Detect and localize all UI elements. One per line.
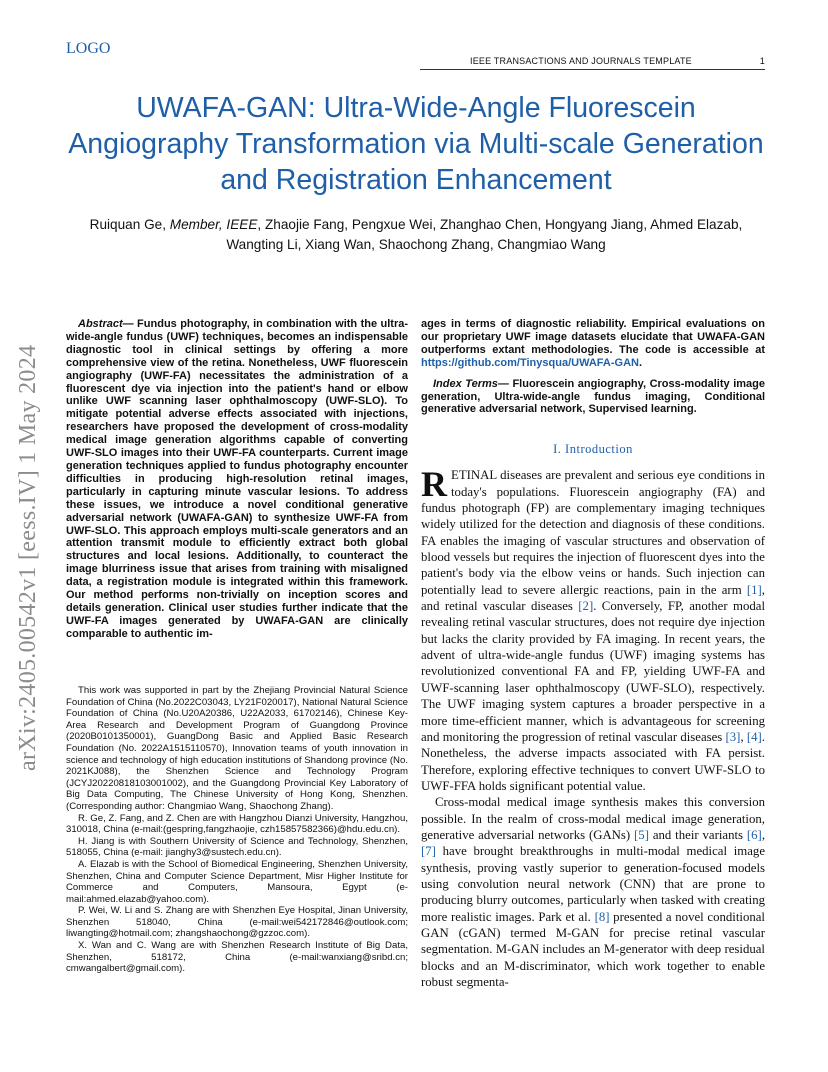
citation[interactable]: [8] <box>594 909 610 924</box>
section-heading: I. Introduction <box>553 442 633 457</box>
code-link[interactable]: https://github.com/Tinysqua/UWAFA-GAN <box>421 356 639 369</box>
intro-text: presented a novel conditional GAN (cGAN) termed M-GAN for precise retinal vascular segmentation. M-GAN includes an M-generator with deep residual blocks and an M-discriminator, which work together to enable robust segmenta- <box>421 909 765 989</box>
intro-text: , <box>740 729 747 744</box>
footnote-affiliation: P. Wei, W. Li and S. Zhang are with Shenzhen Eye Hospital, Jinan University, Shenzhen 518040, China (e-mail:wei542172846@outlook.com; liwangting@hotmail.com; zhangshaochong@gzzoc.com). <box>66 905 408 940</box>
abstract-continued <box>421 318 765 370</box>
journal-logo: LOGO <box>66 40 111 57</box>
left-column <box>66 318 408 641</box>
header-rule <box>420 69 765 70</box>
running-title: IEEE TRANSACTIONS AND JOURNALS TEMPLATE <box>470 56 692 66</box>
author-role: Member, IEEE <box>169 217 258 232</box>
intro-text: ETINAL diseases are prevalent and serious eye conditions in today's populations. Fluorescein angiography (FA) and fundus photograph (FP) are complementary imaging techniques widely utilized for the detection and diagnosis of these conditions. FA enables the imaging of vascular structures and observation of blood vessels but requires the injection of fluorescent dyes into the patient's body via the elbow veins or hands. Such injection can potentially lead to severe allergic reactions, pain in the arm <box>421 468 765 597</box>
arxiv-stamp: arXiv:2405.00542v1 [eess.IV] 1 May 2024 <box>15 344 41 771</box>
citation[interactable]: [5] <box>634 827 649 842</box>
citation[interactable]: [7] <box>421 844 436 859</box>
footnote-affiliation: H. Jiang is with Southern University of Science and Technology, Shenzhen, 518055, China (e-mail: jianghy3@sustech.edu.cn). <box>66 835 408 859</box>
dropcap: R <box>421 464 447 505</box>
citation[interactable]: [4] <box>746 729 762 744</box>
author-first: Ruiquan Ge, <box>89 217 170 232</box>
abstract-text-continued: ages in terms of diagnostic reliability. Empirical evaluations on our proprietary UWF image datasets elucidate that UWAFA-GAN outperforms extant methodologies. The code is accessible at <box>421 318 765 356</box>
citation[interactable]: [3] <box>725 729 741 744</box>
citation[interactable]: [1] <box>746 582 762 597</box>
intro-text: Cross-modal medical image synthesis makes this conversion possible. In the realm of cross-modal medical image generation, generative adversarial networks (GANs) <box>421 795 765 842</box>
intro-text: . Nonetheless, the adverse impacts associated with FA persist. Therefore, exploring effective techniques to convert UWF-SLO to UWF-FFA holds significant potential value. <box>421 729 765 793</box>
footnote-affiliation: A. Elazab is with the School of Biomedical Engineering, Shenzhen University, Shenzhen, China and Computer Science Department, Misr Higher Institute for Commerce and Computers, Mansoura, Egypt (e-mail:ahmed.elazab@yahoo.com). <box>66 858 408 905</box>
intro-paragraph <box>421 464 765 794</box>
author-list <box>66 215 766 255</box>
intro-text: have brought breakthroughs in multi-modal medical image synthesis, proving vastly superior to generation-focused models using convolution neural network (CNN) that are prone to producing blurry outcomes, particularly when tasked with creating more realistic images. Park et al. <box>421 844 765 924</box>
intro-text: . Conversely, FP, another modal revealing retinal vascular structures, does not require dye injection but lacks the clarity provided by FA imaging. In recent years, the advent of ultra-wide-angle fundus (UWF) imaging systems has revolutionized conventional FA and FP, yielding UWF-FA and UWF-scanning laser ophthalmoscopy (UWF-SLO), respectively. The UWF imaging system captures a broader perspective in a more time-efficient manner, which is advantageous for screening and monitoring the progression of retinal vascular diseases <box>421 599 765 744</box>
intro-text: , <box>761 827 766 842</box>
footnote-affiliation: R. Ge, Z. Fang, and Z. Chen are with Hangzhou Dianzi University, Hangzhou, 310018, China (e-mail:(gespring,fangzhaojie, czh15857582366)@hdu.edu.cn). <box>66 812 408 836</box>
author-rest: , Zhaojie Fang, Pengxue Wei, Zhanghao Chen, Hongyang Jiang, Ahmed Elazab, Wangting Li, Xiang Wan, Shaochong Zhang, Changmiao Wang <box>226 217 743 252</box>
index-terms-label: Index Terms— <box>433 377 509 390</box>
running-header <box>470 56 765 66</box>
citation[interactable]: [6] <box>746 827 762 842</box>
abstract <box>66 318 408 641</box>
page-number: 1 <box>759 56 765 66</box>
intro-text: and their variants <box>648 827 747 842</box>
abstract-end: . <box>638 356 643 369</box>
paper-title: UWAFA-GAN: Ultra-Wide-Angle Fluorescein Angiography Transformation via Multi-scale Generation and Registration Enhancement <box>68 92 764 196</box>
index-terms <box>421 378 765 417</box>
right-column <box>421 318 765 990</box>
index-terms-text: Fluorescein angiography, Cross-modality image generation, Ultra-wide-angle fundus imaging, Conditional generative adversarial network, Supervised learning. <box>421 377 765 416</box>
footnote-funding: This work was supported in part by the Zhejiang Provincial Natural Science Foundation of China (No.2022C03043, LY21F020017), National Natural Science Foundation of China (No.U20A20386, U22A2033, 61702146), Chinese Key-Area Research and Development Program of Guangdong Province (2020B0101350001), GuangDong Basic and Applied Basic Research Foundation (No. 2022A1515110570), Innovation teams of youth innovation in science and technology of high education institutions of Shandong province (No. 2021KJ088), the Shenzhen Science and Technology Program (JCYJ20220818103001002), and the Guangdong Provincial Key Laboratory of Big Data Computing, The Chinese University of Hong Kong, Shenzhen. (Corresponding author: Changmiao Wang, Shaochong Zhang). <box>66 685 408 812</box>
footnote-affiliation: X. Wan and C. Wang are with Shenzhen Research Institute of Big Data, Shenzhen, 518172, China (e-mail:wanxiang@sribd.cn; cmwangalbert@gmail.com). <box>66 940 408 975</box>
intro-paragraph <box>421 794 765 990</box>
abstract-text: Fundus photography, in combination with the ultra-wide-angle fundus (UWF) techniques, becomes an indispensable diagnostic tool in clinical settings by offering a more comprehensive view of the retina. Nonetheless, UWF fluorescein angiography (UWF-FA) necessitates the administration of a fluorescent dye via injection into the patient's hand or elbow unlike UWF scanning laser ophthalmoscopy (UWF-SLO). To mitigate potential adverse effects associated with injections, researchers have proposed the development of cross-modality medical image generation algorithms capable of converting UWF-SLO images into their UWF-FA counterparts. Current image generation techniques applied to fundus photography encounter difficulties in producing high-resolution retinal images, particularly in capturing minute vascular lesions. To address these issues, we introduce a novel conditional generative adversarial network (UWAFA-GAN) to synthesize UWF-FA from UWF-SLO. This approach employs multi-scale generators and an attention transmit module to efficiently extract both global structures and local lesions. Additionally, to counteract the image blurriness issue that arises from training with misaligned data, a registration module is integrated within this framework. Our method performs non-trivially on inception scores and details generation. Clinical user studies further indicate that the UWF-FA images generated by UWAFA-GAN are clinically comparable to authentic im- <box>66 318 408 640</box>
citation[interactable]: [2] <box>578 599 594 614</box>
intro-text: , and retinal vascular diseases <box>421 582 765 614</box>
footnotes <box>66 685 408 975</box>
abstract-label: Abstract— <box>78 318 134 330</box>
